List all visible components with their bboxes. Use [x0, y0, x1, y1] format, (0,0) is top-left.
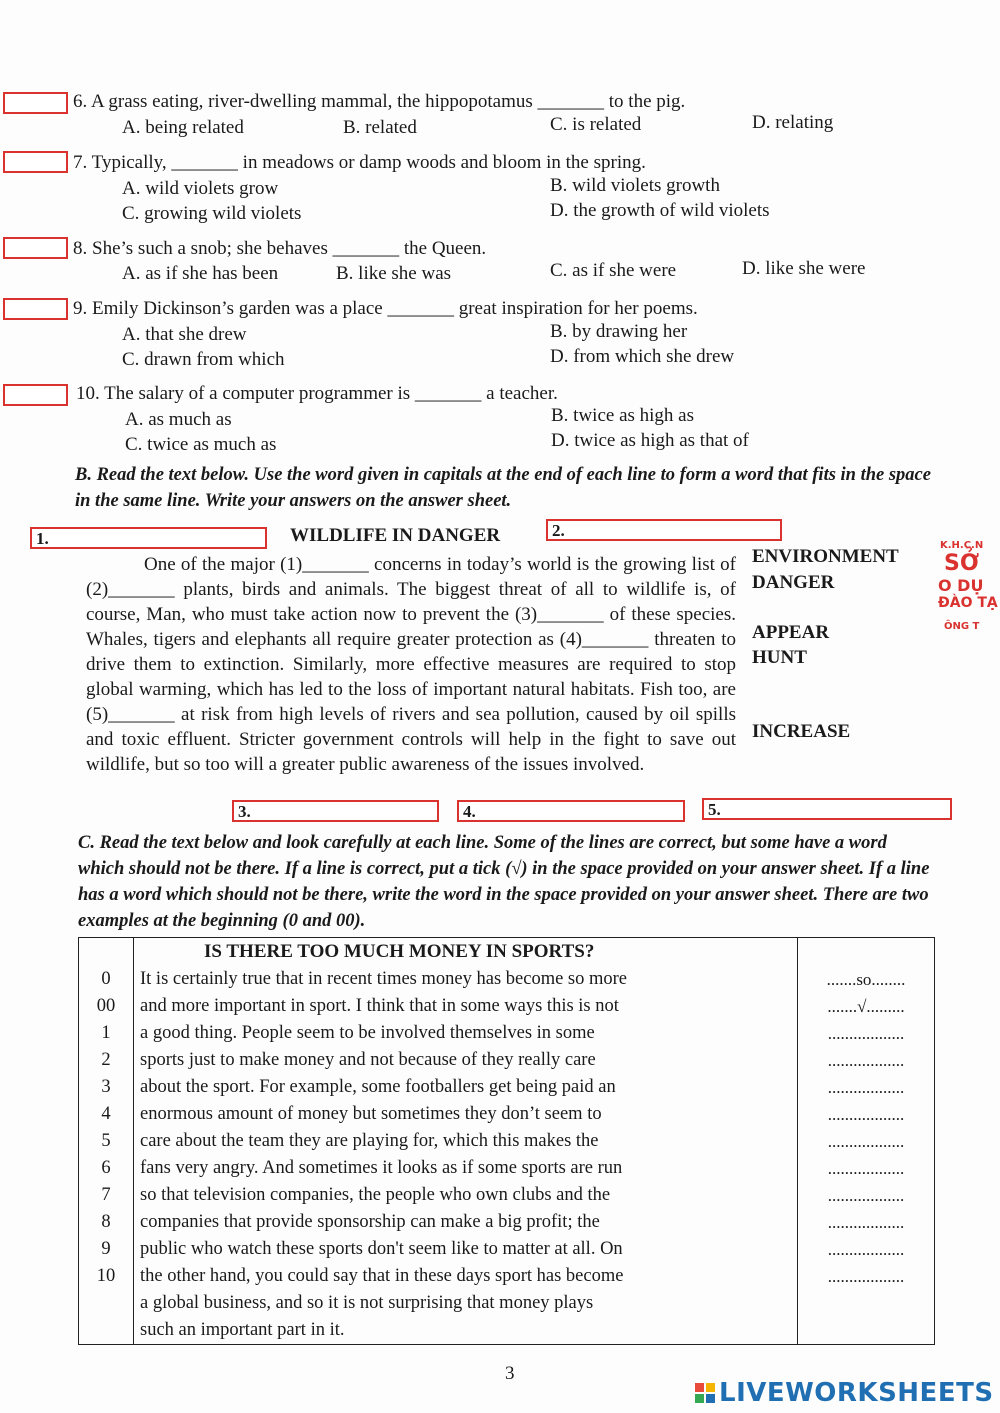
line-number: [79, 1290, 134, 1317]
answer-space[interactable]: ..................: [827, 1186, 905, 1205]
option-b: B. related: [343, 117, 417, 138]
option-b: B. twice as high as: [551, 405, 695, 426]
answer-box-b1[interactable]: 1.: [30, 527, 267, 549]
option-a: A. being related: [122, 117, 244, 138]
table-row: [79, 1128, 935, 1155]
option-c: C. twice as much as: [125, 434, 277, 455]
option-a: A. wild violets grow: [122, 178, 279, 199]
answer-box-q10[interactable]: [3, 384, 68, 406]
table-row: [79, 1047, 935, 1074]
option-d: D. relating: [752, 112, 834, 133]
line-text: about the sport. For example, some footballers get being paid an: [134, 1074, 798, 1101]
line-number: 4: [79, 1101, 134, 1128]
answer-space[interactable]: ..................: [827, 1213, 905, 1232]
question-stem: Typically, _______ in meadows or damp woods and bloom in the spring.: [91, 152, 646, 173]
question-stem: She’s such a snob; she behaves _______ the Queen.: [92, 238, 487, 259]
option-d: D. the growth of wild violets: [550, 200, 770, 221]
line-text: the other hand, you could say that in these days sport has become: [134, 1263, 798, 1290]
answer-space[interactable]: .......so........: [826, 970, 906, 989]
question-stem: Emily Dickinson’s garden was a place _______ great inspiration for her poems.: [92, 298, 698, 319]
answer-box-q9[interactable]: [3, 298, 68, 320]
answer-space: [798, 1290, 935, 1317]
line-number: 9: [79, 1236, 134, 1263]
answer-space: [798, 1317, 935, 1345]
section-c-instruction: C. Read the text below and look carefully at each line. Some of the lines are correct, but some have a word which should not be there. If a line is correct, put a tick (√) in the space provided on your answer sheet. If a line has a word which should not be there, write the word in the space provided on your answer sheet. There are two examples at the beginning (0 and 00).: [78, 833, 930, 931]
table-row: [79, 1101, 935, 1128]
line-text: such an important part in it.: [134, 1317, 798, 1345]
line-number: 3: [79, 1074, 134, 1101]
word-hunt: HUNT: [752, 647, 807, 668]
line-number: 6: [79, 1155, 134, 1182]
table-row: [79, 1074, 935, 1101]
table-title: IS THERE TOO MUCH MONEY IN SPORTS?: [134, 938, 798, 967]
liveworksheets-logo[interactable]: LIVEWORKSHEETS: [695, 1378, 994, 1408]
option-c: C. growing wild violets: [122, 203, 302, 224]
answer-space[interactable]: .......√.........: [827, 997, 905, 1016]
line-text: and more important in sport. I think that in some ways this is not: [134, 993, 798, 1020]
question-number: 6.: [73, 91, 88, 112]
option-a: A. as if she has been: [122, 263, 279, 284]
passage-title: WILDLIFE IN DANGER: [290, 525, 501, 546]
page-number: 3: [505, 1363, 515, 1384]
answer-box-b3[interactable]: 3.: [232, 800, 439, 822]
answer-box-b4[interactable]: 4.: [457, 800, 685, 822]
option-d: D. like she were: [742, 258, 866, 279]
logo-grid-icon: [695, 1380, 715, 1400]
line-text: so that television companies, the people who own clubs and the: [134, 1182, 798, 1209]
option-c: C. as if she were: [550, 260, 677, 281]
line-number: 00: [79, 993, 134, 1020]
line-text: care about the team they are playing for, which this makes the: [134, 1128, 798, 1155]
table-row: [79, 993, 935, 1020]
line-number: 10: [79, 1263, 134, 1290]
word-danger: DANGER: [752, 572, 835, 593]
line-number: 0: [79, 966, 134, 993]
option-b: B. wild violets growth: [550, 175, 720, 196]
table-row: [79, 1290, 935, 1317]
line-text: a good thing. People seem to be involved themselves in some: [134, 1020, 798, 1047]
line-text: It is certainly true that in recent times money has become so more: [134, 966, 798, 993]
answer-space[interactable]: ..................: [827, 1240, 905, 1259]
table-row: [79, 1155, 935, 1182]
line-text: sports just to make money and not because of they really care: [134, 1047, 798, 1074]
option-d: D. from which she drew: [550, 346, 735, 367]
passage-text: One of the major (1)_______ concerns in today’s world is the growing list of (2)_______ plants, birds and animals. The biggest threat of all to wildlife is, of course, Man, who must take action now to prevent the (3)_______ of these species. Whales, tigers and elephants all require greater protection as (4)_______ threaten to drive them to extinction. Similarly, more effective measures are required to stop global warming, which has led to the loss of important natural habitats. Fish too, are (5)_______ at risk from high levels of rivers and sea pollution, caused by oil spills and toxic effluent. Stricter government controls will help in the fight to save out wildlife, but so too will a greater public awareness of the issues involved.: [86, 554, 736, 775]
line-text: fans very angry. And sometimes it looks as if some sports are run: [134, 1155, 798, 1182]
table-row: [79, 966, 935, 993]
option-b: B. by drawing her: [550, 321, 688, 342]
option-c: C. drawn from which: [122, 349, 285, 370]
section-b-instruction: B. Read the text below. Use the word given in capitals at the end of each line to form a word that fits in the space in the same line. Write your answers on the answer sheet.: [75, 465, 931, 511]
answer-box-q7[interactable]: [3, 151, 68, 173]
question-number: 10.: [76, 383, 100, 404]
line-number: 1: [79, 1020, 134, 1047]
answer-box-q8[interactable]: [3, 237, 68, 259]
table-row: [79, 1020, 935, 1047]
word-environment: ENVIRONMENT: [752, 546, 899, 567]
question-number: 9.: [73, 298, 88, 319]
line-number: 8: [79, 1209, 134, 1236]
answer-space[interactable]: ..................: [827, 1051, 905, 1070]
line-number: [79, 1317, 134, 1345]
table-row: [79, 1209, 935, 1236]
question-number: 8.: [73, 238, 88, 259]
line-text: companies that provide sponsorship can make a big profit; the: [134, 1209, 798, 1236]
option-a: A. as much as: [125, 409, 232, 430]
word-increase: INCREASE: [752, 721, 851, 742]
word-appear: APPEAR: [752, 622, 830, 643]
answer-box-b5[interactable]: 5.: [702, 798, 952, 820]
table-row: [79, 1182, 935, 1209]
question-stem: A grass eating, river-dwelling mammal, the hippopotamus _______ to the pig.: [90, 91, 686, 112]
table-body: [79, 966, 935, 1345]
answer-space[interactable]: ..................: [827, 1159, 905, 1178]
answer-box-b2[interactable]: 2.: [546, 519, 782, 541]
line-text: public who watch these sports don't seem like to matter at all. On: [134, 1236, 798, 1263]
option-c: C. is related: [550, 114, 642, 135]
answer-box-q6[interactable]: [3, 92, 68, 114]
line-text: enormous amount of money but sometimes they don’t seem to: [134, 1101, 798, 1128]
line-number: 5: [79, 1128, 134, 1155]
line-number: 2: [79, 1047, 134, 1074]
option-d: D. twice as high as that of: [551, 430, 749, 451]
question-number: 7.: [73, 152, 88, 173]
answer-space[interactable]: ..................: [827, 1105, 905, 1124]
table-row: [79, 1317, 935, 1345]
answer-space[interactable]: ..................: [827, 1267, 905, 1286]
answer-space[interactable]: ..................: [827, 1132, 905, 1151]
option-b: B. like she was: [336, 263, 452, 284]
answer-space[interactable]: ..................: [827, 1078, 905, 1097]
answer-space[interactable]: ..................: [827, 1024, 905, 1043]
question-stem: The salary of a computer programmer is _______ a teacher.: [104, 383, 558, 404]
official-stamp: K.H.C.N SỞ O DỤ ĐÀO TẠ ÔNG T: [938, 540, 998, 632]
line-number: 7: [79, 1182, 134, 1209]
table-row: [79, 1236, 935, 1263]
option-a: A. that she drew: [122, 324, 247, 345]
line-text: a global business, and so it is not surprising that money plays: [134, 1290, 798, 1317]
table-row: [79, 1263, 935, 1290]
sports-table: [78, 937, 935, 1345]
